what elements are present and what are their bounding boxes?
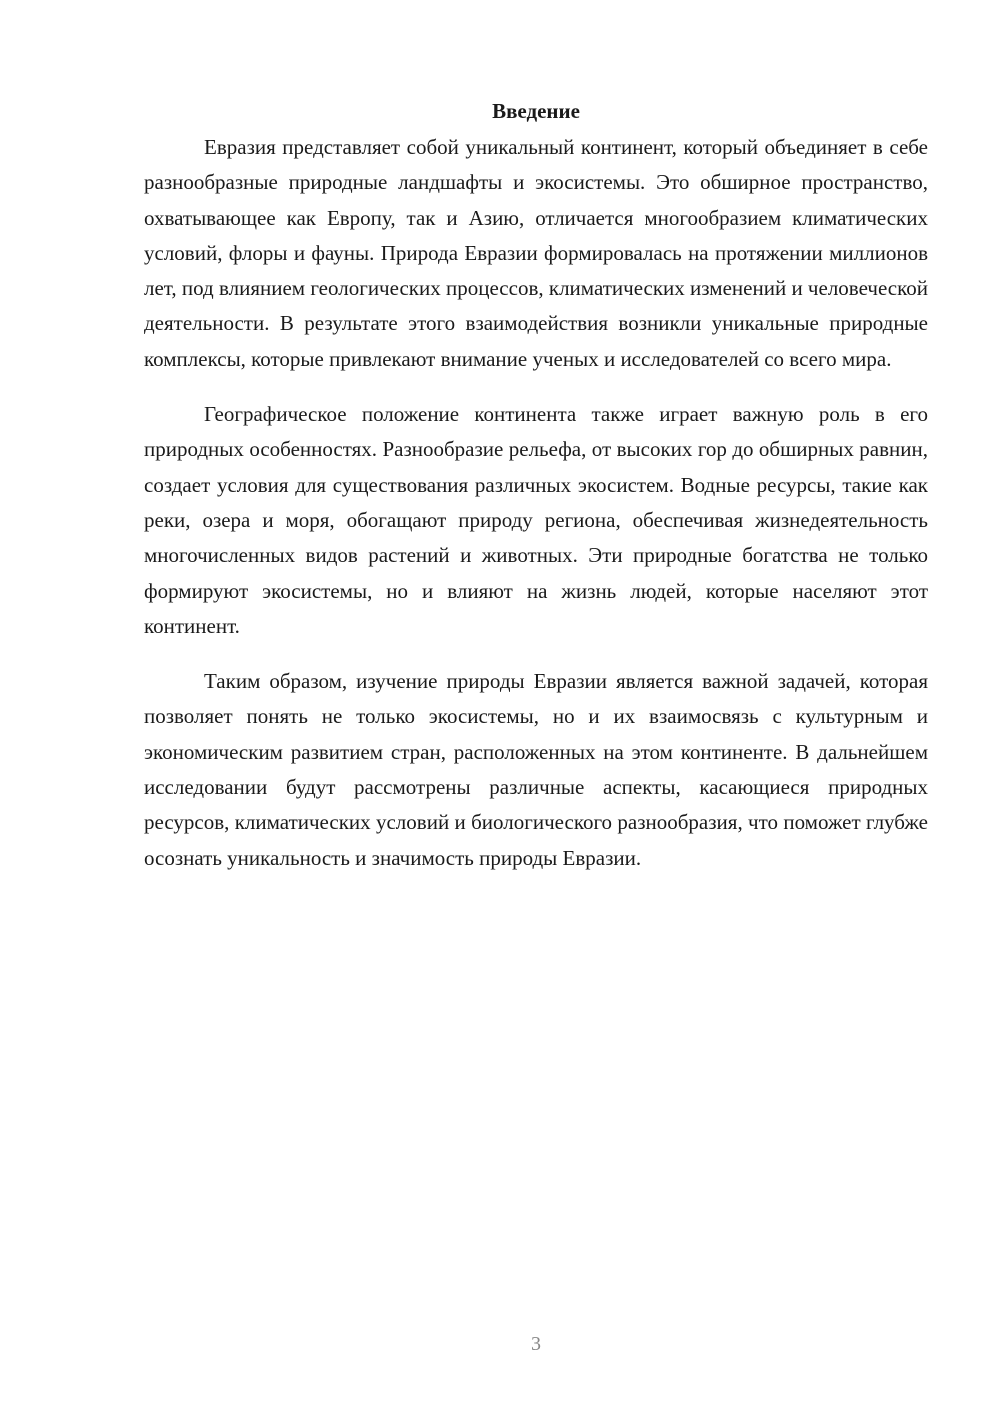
page-content — [144, 96, 928, 896]
page-number: 3 — [531, 1333, 541, 1355]
paragraph-2: Географическое положение континента также играет важную роль в его природных особенностях. Разнообразие рельефа, от высоких гор до обширных равнин, создает условия для существования различных экосистем. Водные ресурсы, такие как реки, озера и моря, обогащают природу региона, обеспечивая жизнедеятельность многочисленных видов растений и животных. Эти природные богатства не только формируют экосистемы, но и влияют на жизнь людей, которые населяют этот континент. — [144, 402, 928, 638]
paragraph-3: Таким образом, изучение природы Евразии является важной задачей, которая позволяет понять не только экосистемы, но и их взаимосвязь с культурным и экономическим развитием стран, расположенных на этом континенте. В дальнейшем исследовании будут рассмотрены различные аспекты, касающиеся природных ресурсов, климатических условий и биологического разнообразия, что поможет глубже осознать уникальность и значимость природы Евразии. — [144, 669, 928, 870]
section-heading: Введение — [492, 99, 580, 123]
paragraph-1: Евразия представляет собой уникальный континент, который объединяет в себе разнообразные природные ландшафты и экосистемы. Это обширное пространство, охватывающее как Европу, так и Азию, отличается многообразием климатических условий, флоры и фауны. Природа Евразии формировалась на протяжении миллионов лет, под влиянием геологических процессов, климатических изменений и человеческой деятельности. В результате этого взаимодействия возникли уникальные природные комплексы, которые привлекают внимание ученых и исследователей со всего мира. — [144, 135, 928, 371]
